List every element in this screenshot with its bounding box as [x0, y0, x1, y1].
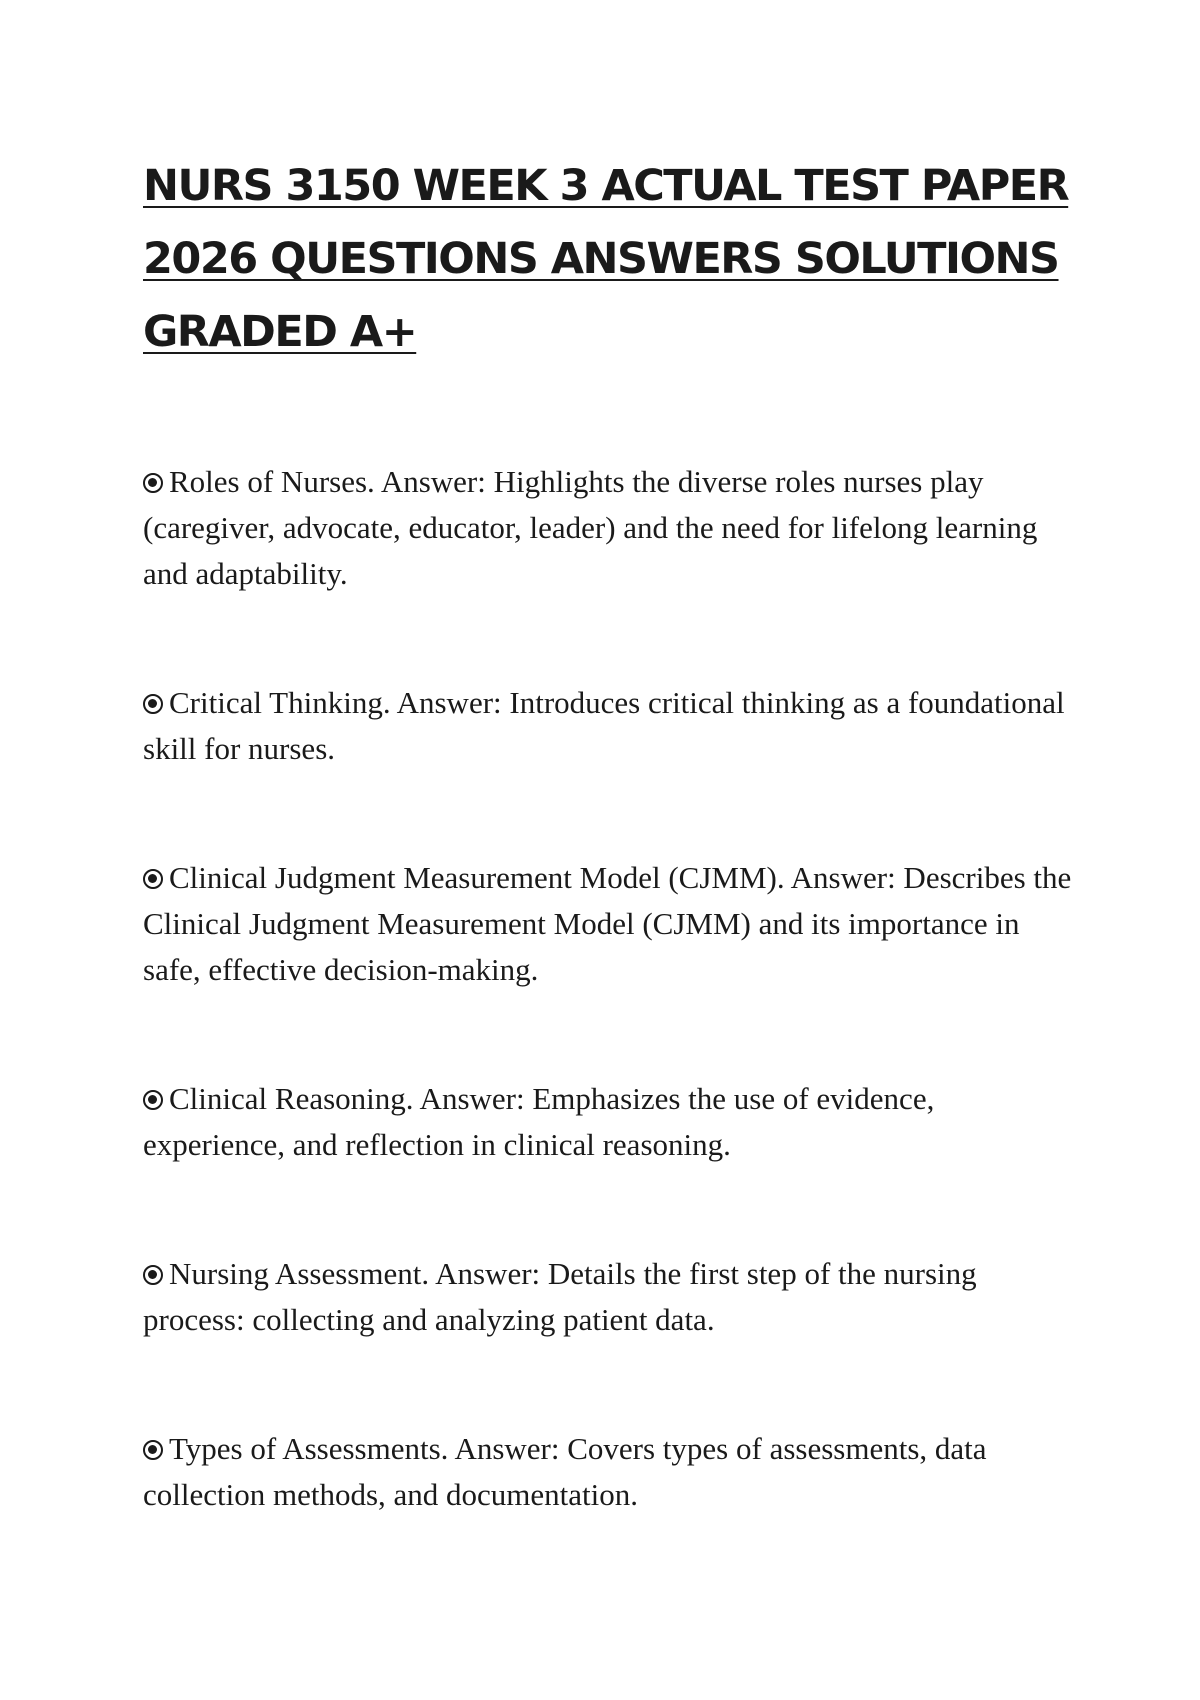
qa-item-cjmm [143, 855, 1073, 993]
radio-bullet-icon [143, 1440, 163, 1460]
qa-item-text: Types of Assessments. Answer: Covers types of assessments, data collection methods, and documentation. [143, 1431, 987, 1512]
qa-item-text: Clinical Judgment Measurement Model (CJMM). Answer: Describes the Clinical Judgment Measurement Model (CJMM) and its importance in safe, effective decision-making. [143, 860, 1072, 987]
document-title-text: NURS 3150 WEEK 3 ACTUAL TEST PAPER 2026 QUESTIONS ANSWERS SOLUTIONS GRADED A+ [143, 161, 1069, 357]
document-title [143, 150, 1073, 369]
qa-item-text: Nursing Assessment. Answer: Details the first step of the nursing process: collecting and analyzing patient data. [143, 1256, 977, 1337]
qa-item-types-of-assessments [143, 1426, 1073, 1518]
radio-bullet-icon [143, 869, 163, 889]
qa-item-text: Critical Thinking. Answer: Introduces critical thinking as a foundational skill for nurses. [143, 685, 1065, 766]
qa-item-roles-of-nurses [143, 459, 1073, 597]
radio-bullet-icon [143, 694, 163, 714]
qa-list [143, 459, 1073, 1518]
qa-item-text: Roles of Nurses. Answer: Highlights the diverse roles nurses play (caregiver, advocate, educator, leader) and the need for lifelong learning and adaptability. [143, 464, 1038, 591]
qa-item-clinical-reasoning [143, 1076, 1073, 1168]
radio-bullet-icon [143, 1265, 163, 1285]
qa-item-critical-thinking [143, 680, 1073, 772]
radio-bullet-icon [143, 473, 163, 493]
qa-item-text: Clinical Reasoning. Answer: Emphasizes the use of evidence, experience, and reflection in clinical reasoning. [143, 1081, 935, 1162]
qa-item-nursing-assessment [143, 1251, 1073, 1343]
document-page [143, 150, 1073, 1601]
radio-bullet-icon [143, 1090, 163, 1110]
